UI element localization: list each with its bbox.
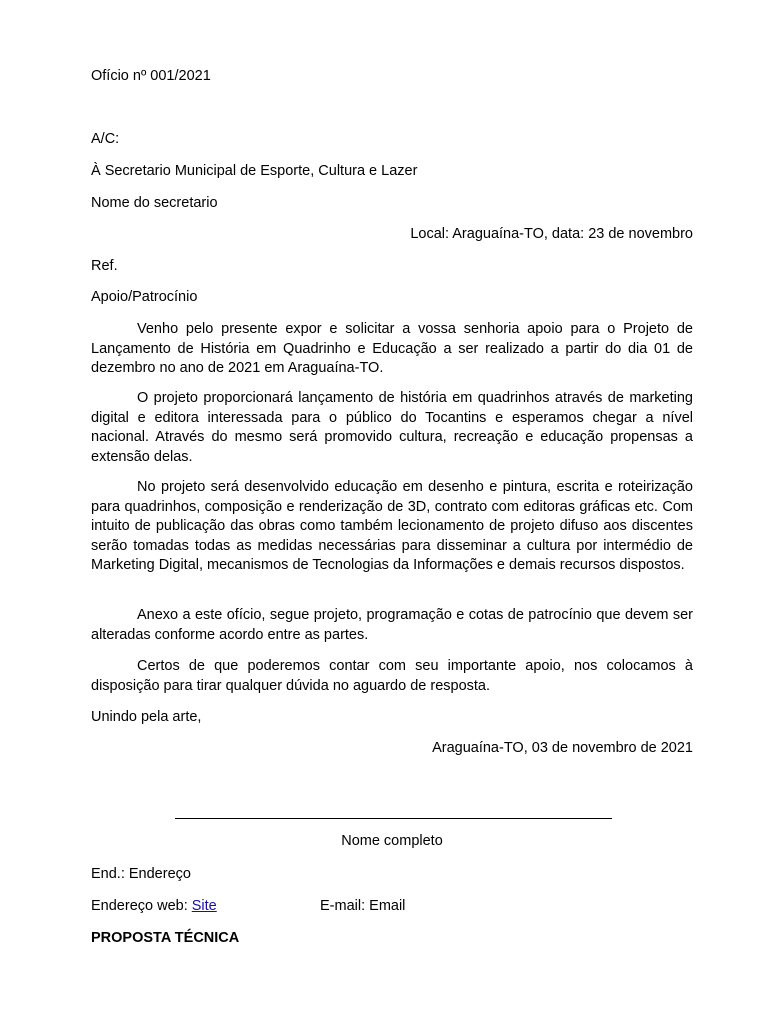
email: E-mail: Email — [320, 898, 406, 914]
oficio-number: Ofício nº 001/2021 — [91, 68, 211, 84]
paragraph-5: Certos de que poderemos contar com seu importante apoio, nos colocamos à disposição para tirar qualquer dúvida no aguardo de resposta. — [91, 658, 693, 694]
signature-name: Nome completo — [341, 833, 443, 849]
web-address — [91, 897, 217, 917]
recipient-name: Nome do secretario — [91, 195, 218, 211]
paragraph-2: O projeto proporcionará lançamento de história em quadrinhos através de marketing digital e editora interessada para o público do Tocantins e esperamos chegar a nível nacional. Através do mesmo será promovido cultura, recreação e educação propensas a extensão delas. — [91, 390, 693, 465]
paragraph-1: Venho pelo presente expor e solicitar a vossa senhoria apoio para o Projeto de Lançamento de História em Quadrinho e Educação a ser realizado a partir do dia 01 de dezembro no ano de 2021 em Araguaína-TO. — [91, 321, 693, 376]
ac-label: A/C: — [91, 131, 120, 147]
paragraph-4: Anexo a este ofício, segue projeto, programação e cotas de patrocínio que devem ser alteradas conforme acordo entre as partes. — [91, 607, 693, 643]
subject: Apoio/Patrocínio — [91, 289, 198, 305]
signature-date: Araguaína-TO, 03 de novembro de 2021 — [432, 740, 693, 756]
ref-label: Ref. — [91, 258, 118, 274]
address: End.: Endereço — [91, 866, 191, 882]
closing: Unindo pela arte, — [91, 709, 202, 725]
paragraph-3: No projeto será desenvolvido educação em desenho e pintura, escrita e roteirização para quadrinhos, composição e renderização de 3D, contrato com editoras gráficas etc. Com intuito de publicação das obras como também lecionamento de projeto difuso aos discentes serão tomadas todas as medidas necessárias para disseminar a cultura por intermédio de Marketing Digital, mecanismos de Tecnologias da Informações e demais recursos dispostos. — [91, 479, 693, 573]
signature-line — [175, 818, 612, 819]
location-date: Local: Araguaína-TO, data: 23 de novembro — [410, 226, 693, 242]
recipient-department: À Secretario Municipal de Esporte, Cultura e Lazer — [91, 163, 418, 179]
web-label: Endereço web: — [91, 898, 192, 914]
site-link[interactable]: Site — [191, 898, 217, 914]
section-title: PROPOSTA TÉCNICA — [91, 930, 240, 946]
